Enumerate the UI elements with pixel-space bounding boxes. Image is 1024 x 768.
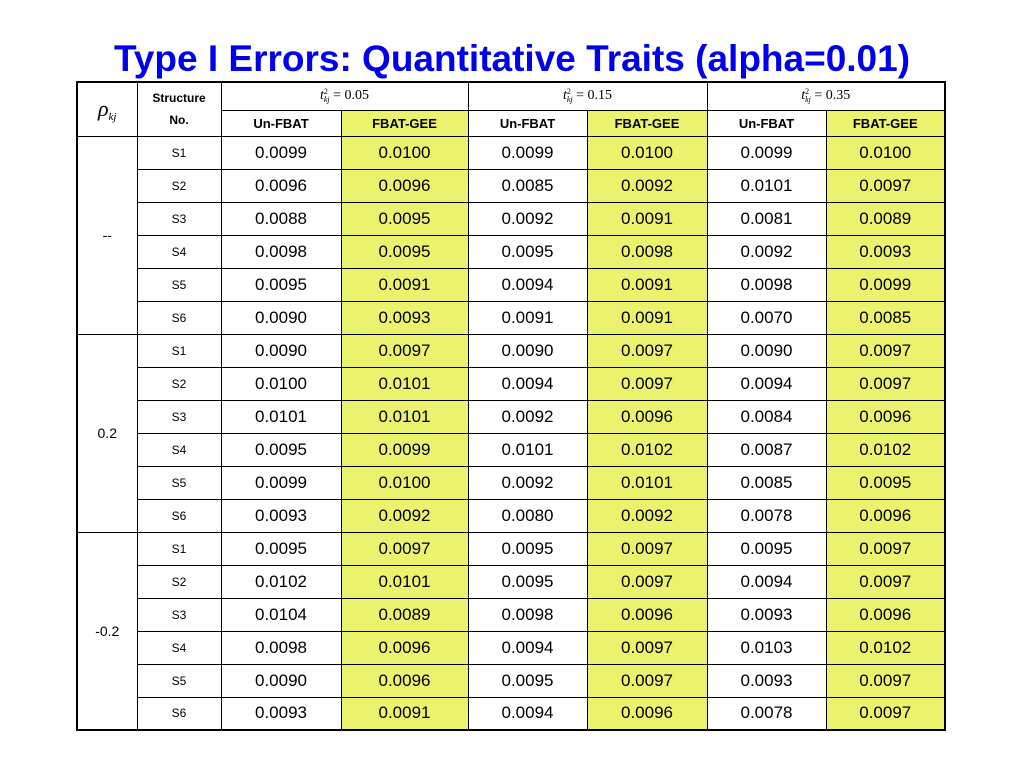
- value-cell: 0.0104: [221, 598, 341, 631]
- structure-cell: S3: [137, 400, 221, 433]
- rho-symbol: ρ: [97, 95, 109, 121]
- header-row-1: [77, 82, 945, 110]
- rho-header-cell: [77, 82, 137, 136]
- value-cell: 0.0097: [587, 334, 707, 367]
- value-cell: 0.0085: [468, 169, 587, 202]
- table-row: [77, 334, 945, 367]
- value-cell: 0.0092: [707, 235, 826, 268]
- value-cell: 0.0101: [341, 367, 468, 400]
- heritability-value: = 0.05: [329, 88, 370, 104]
- heritability-value: = 0.15: [572, 88, 613, 104]
- method-header-cell: Un-FBAT: [221, 110, 341, 136]
- type1-error-table: [76, 81, 946, 731]
- value-cell: 0.0095: [221, 433, 341, 466]
- value-cell: 0.0091: [587, 268, 707, 301]
- value-cell: 0.0094: [468, 631, 587, 664]
- value-cell: 0.0088: [221, 202, 341, 235]
- value-cell: 0.0102: [587, 433, 707, 466]
- table-row: [77, 565, 945, 598]
- value-cell: 0.0097: [826, 697, 945, 730]
- structure-cell: S6: [137, 301, 221, 334]
- table-row: [77, 631, 945, 664]
- value-cell: 0.0090: [468, 334, 587, 367]
- table-row: [77, 466, 945, 499]
- structure-cell: S1: [137, 136, 221, 169]
- heritability-symbol: t: [801, 88, 806, 104]
- table-row: [77, 367, 945, 400]
- structure-header-cell: [137, 82, 221, 136]
- value-cell: 0.0093: [221, 697, 341, 730]
- value-cell: 0.0096: [587, 598, 707, 631]
- value-cell: 0.0096: [341, 664, 468, 697]
- value-cell: 0.0093: [341, 301, 468, 334]
- heritability-value: = 0.35: [810, 88, 851, 104]
- value-cell: 0.0096: [587, 400, 707, 433]
- value-cell: 0.0094: [468, 697, 587, 730]
- value-cell: 0.0092: [468, 466, 587, 499]
- value-cell: 0.0092: [587, 499, 707, 532]
- structure-cell: S4: [137, 433, 221, 466]
- table-row: [77, 433, 945, 466]
- value-cell: 0.0094: [707, 565, 826, 598]
- table-row: [77, 664, 945, 697]
- value-cell: 0.0099: [221, 136, 341, 169]
- heritability-superscript: 2: [566, 87, 571, 97]
- value-cell: 0.0094: [707, 367, 826, 400]
- structure-label-line2: No.: [169, 113, 189, 128]
- method-header-cell: FBAT-GEE: [587, 110, 707, 136]
- heritability-superscript: 2: [805, 87, 810, 97]
- method-header-cell: Un-FBAT: [707, 110, 826, 136]
- value-cell: 0.0092: [341, 499, 468, 532]
- value-cell: 0.0099: [826, 268, 945, 301]
- value-cell: 0.0093: [707, 664, 826, 697]
- value-cell: 0.0100: [341, 136, 468, 169]
- structure-cell: S3: [137, 598, 221, 631]
- value-cell: 0.0101: [341, 565, 468, 598]
- value-cell: 0.0096: [826, 499, 945, 532]
- table-row: [77, 400, 945, 433]
- table-row: [77, 169, 945, 202]
- table-row: [77, 532, 945, 565]
- value-cell: 0.0070: [707, 301, 826, 334]
- value-cell: 0.0101: [707, 169, 826, 202]
- value-cell: 0.0090: [221, 334, 341, 367]
- value-cell: 0.0090: [707, 334, 826, 367]
- value-cell: 0.0095: [341, 202, 468, 235]
- table-row: [77, 136, 945, 169]
- value-cell: 0.0095: [468, 532, 587, 565]
- heritability-subscript: kj: [323, 95, 330, 105]
- structure-cell: S5: [137, 664, 221, 697]
- value-cell: 0.0096: [221, 169, 341, 202]
- structure-cell: S2: [137, 367, 221, 400]
- value-cell: 0.0081: [707, 202, 826, 235]
- value-cell: 0.0089: [826, 202, 945, 235]
- value-cell: 0.0097: [826, 169, 945, 202]
- value-cell: 0.0100: [341, 466, 468, 499]
- value-cell: 0.0095: [341, 235, 468, 268]
- value-cell: 0.0080: [468, 499, 587, 532]
- value-cell: 0.0092: [587, 169, 707, 202]
- heritability-group-header: [707, 82, 945, 110]
- value-cell: 0.0097: [341, 532, 468, 565]
- value-cell: 0.0095: [707, 532, 826, 565]
- structure-cell: S5: [137, 466, 221, 499]
- heritability-group-header: [221, 82, 468, 110]
- rho-subscript: kj: [108, 110, 117, 123]
- value-cell: 0.0097: [826, 532, 945, 565]
- value-cell: 0.0091: [587, 202, 707, 235]
- structure-label-line1: Structure: [152, 91, 206, 106]
- structure-cell: S1: [137, 334, 221, 367]
- value-cell: 0.0102: [221, 565, 341, 598]
- value-cell: 0.0097: [587, 532, 707, 565]
- heritability-subscript: kj: [805, 95, 811, 105]
- value-cell: 0.0099: [468, 136, 587, 169]
- table-row: [77, 598, 945, 631]
- heritability-symbol: t: [319, 88, 324, 104]
- value-cell: 0.0097: [826, 664, 945, 697]
- value-cell: 0.0097: [587, 631, 707, 664]
- structure-cell: S3: [137, 202, 221, 235]
- value-cell: 0.0095: [221, 268, 341, 301]
- value-cell: 0.0084: [707, 400, 826, 433]
- value-cell: 0.0101: [587, 466, 707, 499]
- table-row: [77, 268, 945, 301]
- value-cell: 0.0097: [826, 565, 945, 598]
- value-cell: 0.0098: [221, 631, 341, 664]
- value-cell: 0.0096: [587, 697, 707, 730]
- value-cell: 0.0096: [341, 631, 468, 664]
- value-cell: 0.0092: [468, 202, 587, 235]
- value-cell: 0.0091: [468, 301, 587, 334]
- structure-cell: S4: [137, 235, 221, 268]
- value-cell: 0.0091: [341, 268, 468, 301]
- value-cell: 0.0095: [468, 664, 587, 697]
- value-cell: 0.0093: [221, 499, 341, 532]
- value-cell: 0.0090: [221, 664, 341, 697]
- value-cell: 0.0093: [826, 235, 945, 268]
- value-cell: 0.0100: [587, 136, 707, 169]
- value-cell: 0.0091: [341, 697, 468, 730]
- value-cell: 0.0078: [707, 697, 826, 730]
- structure-cell: S6: [137, 697, 221, 730]
- rho-group-cell: -0.2: [77, 532, 137, 730]
- structure-cell: S6: [137, 499, 221, 532]
- value-cell: 0.0097: [826, 334, 945, 367]
- rho-group-cell: 0.2: [77, 334, 137, 532]
- table-row: [77, 202, 945, 235]
- value-cell: 0.0097: [587, 367, 707, 400]
- value-cell: 0.0095: [826, 466, 945, 499]
- value-cell: 0.0092: [468, 400, 587, 433]
- table-row: [77, 499, 945, 532]
- structure-cell: S1: [137, 532, 221, 565]
- value-cell: 0.0097: [587, 565, 707, 598]
- value-cell: 0.0091: [587, 301, 707, 334]
- value-cell: 0.0100: [826, 136, 945, 169]
- value-cell: 0.0095: [468, 565, 587, 598]
- value-cell: 0.0098: [221, 235, 341, 268]
- value-cell: 0.0099: [221, 466, 341, 499]
- value-cell: 0.0097: [587, 664, 707, 697]
- value-cell: 0.0096: [826, 598, 945, 631]
- heritability-group-header: [468, 82, 707, 110]
- value-cell: 0.0096: [826, 400, 945, 433]
- table-row: [77, 301, 945, 334]
- structure-cell: S2: [137, 169, 221, 202]
- method-header-cell: FBAT-GEE: [341, 110, 468, 136]
- value-cell: 0.0097: [341, 334, 468, 367]
- value-cell: 0.0099: [341, 433, 468, 466]
- value-cell: 0.0093: [707, 598, 826, 631]
- value-cell: 0.0096: [341, 169, 468, 202]
- table-row: [77, 697, 945, 730]
- structure-cell: S5: [137, 268, 221, 301]
- table-row: [77, 235, 945, 268]
- value-cell: 0.0100: [221, 367, 341, 400]
- heritability-superscript: 2: [323, 87, 328, 97]
- page-title: Type I Errors: Quantitative Traits (alpha=0.01): [113, 38, 911, 79]
- heritability-subscript: kj: [566, 95, 573, 105]
- value-cell: 0.0087: [707, 433, 826, 466]
- value-cell: 0.0078: [707, 499, 826, 532]
- value-cell: 0.0094: [468, 268, 587, 301]
- value-cell: 0.0089: [341, 598, 468, 631]
- method-header-cell: Un-FBAT: [468, 110, 587, 136]
- structure-cell: S2: [137, 565, 221, 598]
- value-cell: 0.0085: [826, 301, 945, 334]
- value-cell: 0.0085: [707, 466, 826, 499]
- value-cell: 0.0095: [468, 235, 587, 268]
- value-cell: 0.0098: [707, 268, 826, 301]
- value-cell: 0.0098: [468, 598, 587, 631]
- value-cell: 0.0102: [826, 631, 945, 664]
- value-cell: 0.0103: [707, 631, 826, 664]
- value-cell: 0.0099: [707, 136, 826, 169]
- value-cell: 0.0101: [221, 400, 341, 433]
- value-cell: 0.0101: [341, 400, 468, 433]
- heritability-symbol: t: [562, 88, 567, 104]
- structure-cell: S4: [137, 631, 221, 664]
- value-cell: 0.0098: [587, 235, 707, 268]
- value-cell: 0.0097: [826, 367, 945, 400]
- rho-group-cell: --: [77, 136, 137, 334]
- method-header-cell: FBAT-GEE: [826, 110, 945, 136]
- value-cell: 0.0094: [468, 367, 587, 400]
- value-cell: 0.0090: [221, 301, 341, 334]
- value-cell: 0.0102: [826, 433, 945, 466]
- value-cell: 0.0101: [468, 433, 587, 466]
- value-cell: 0.0095: [221, 532, 341, 565]
